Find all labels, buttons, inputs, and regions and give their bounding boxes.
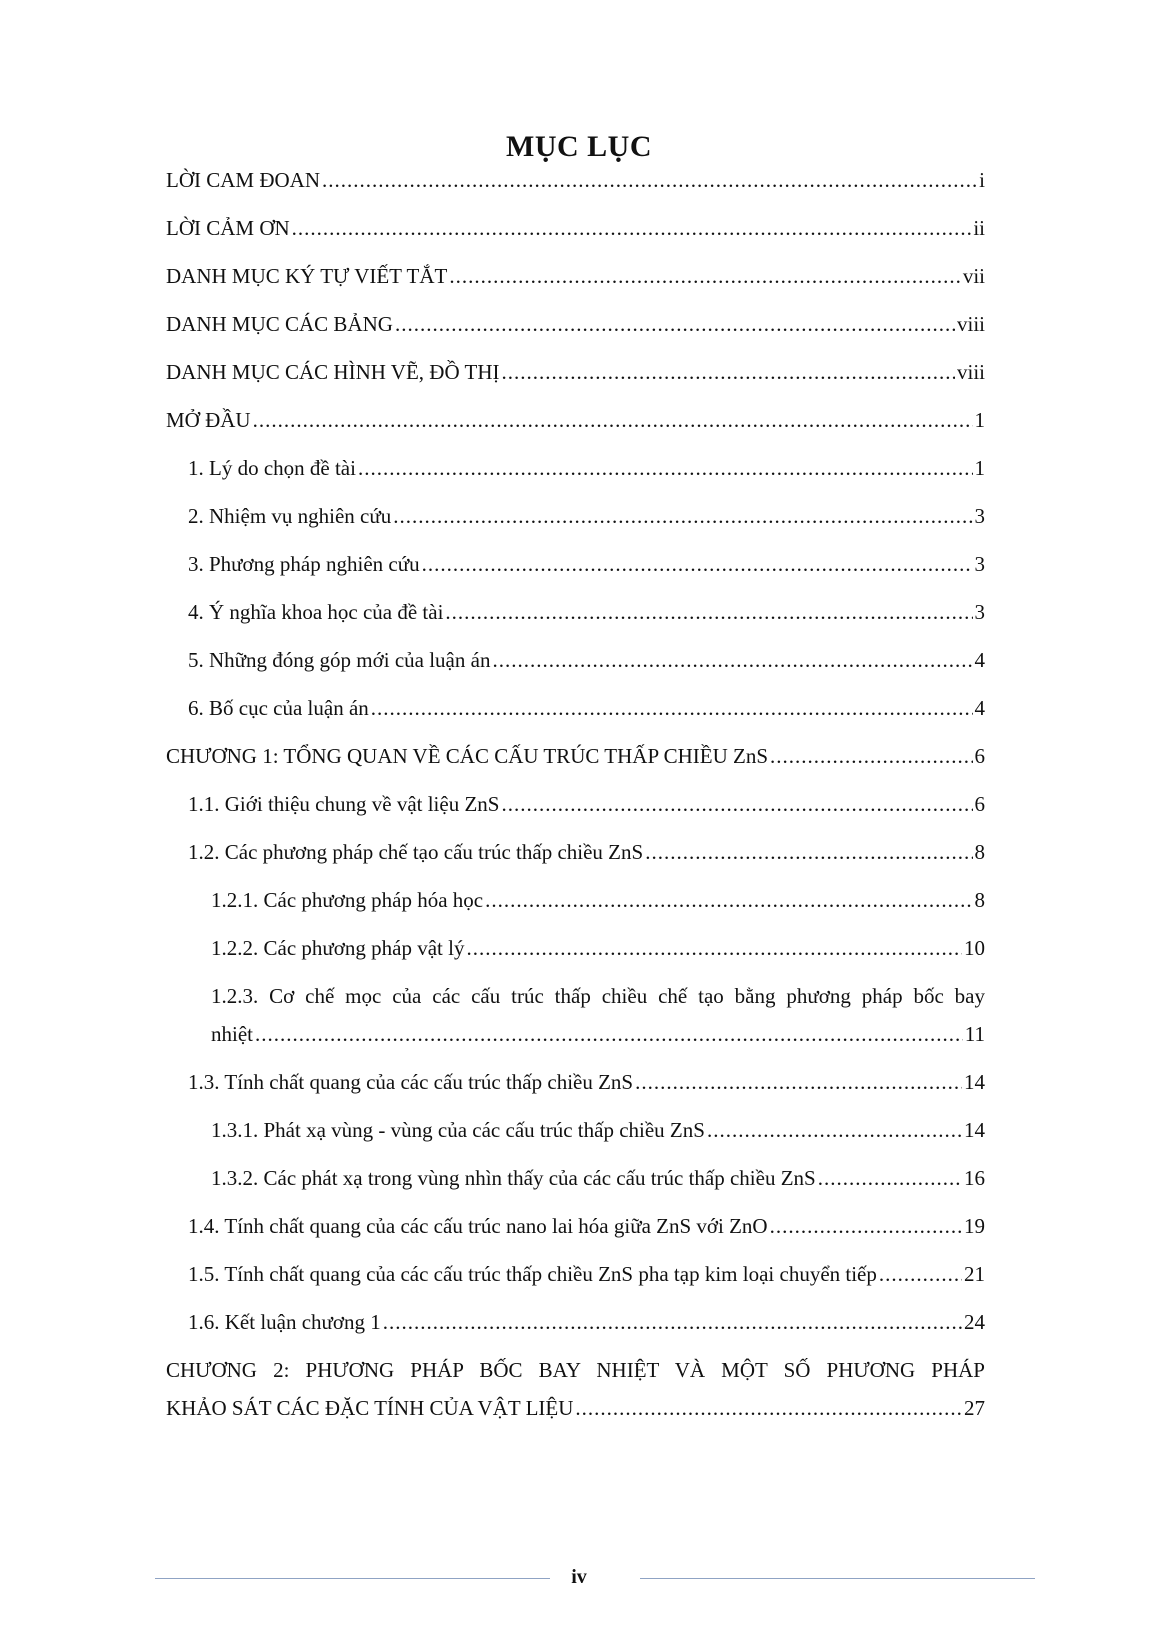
toc-entry-text: 1.2. Các phương pháp chế tạo cấu trúc thấp chiều ZnS [188,840,644,864]
toc-entry-1-3-2[interactable] [211,1166,985,1190]
dot-leader [635,1070,962,1094]
dot-leader [707,1118,962,1142]
dot-leader [645,840,972,864]
toc-entry-loi-cam-on[interactable] [166,216,985,240]
toc-entry-1-3[interactable] [188,1070,985,1094]
toc-entry-text: 6. Bố cục của luận án [188,696,369,720]
toc-page-number: viii [956,312,985,336]
toc-entry-text: 1.1. Giới thiệu chung về vật liệu ZnS [188,792,500,816]
toc-entry-1-2-1[interactable] [211,888,985,912]
toc-entry-1-3-1[interactable] [211,1118,985,1142]
toc-entry-text: CHƯƠNG 1: TỔNG QUAN VỀ CÁC CẤU TRÚC THẤP CHIỀU ZnS [166,744,769,768]
toc-entry-1-2-3-line1[interactable]: 1.2.3. Cơ chế mọc của các cấu trúc thấp chiều chế tạo bằng phương pháp bốc bay [211,984,985,1008]
dot-leader [395,312,955,336]
toc-entry-text: nhiệt [211,1022,253,1046]
toc-page-number: 1 [974,456,985,480]
toc-entry-1-2-3-line2[interactable] [211,1022,985,1046]
dot-leader [358,456,973,480]
toc-entry-text: 1.3.2. Các phát xạ trong vùng nhìn thấy của các cấu trúc thấp chiều ZnS [211,1166,816,1190]
toc-page-number: 14 [964,1070,985,1094]
toc-page-number: i [979,168,985,192]
dot-leader [393,504,972,528]
toc-page-number: 3 [974,552,985,576]
toc-entry-intro-4[interactable] [188,600,985,624]
dot-leader [492,648,972,672]
dot-leader [292,216,972,240]
dot-leader [255,1022,963,1046]
toc-page-number: 4 [974,696,985,720]
toc-page-number: ii [973,216,985,240]
dot-leader [818,1166,962,1190]
dot-leader [445,600,972,624]
toc-entry-1-5[interactable] [188,1262,985,1286]
toc-entry-text: 5. Những đóng góp mới của luận án [188,648,491,672]
toc-entry-text: 1.2.1. Các phương pháp hóa học [211,888,484,912]
toc-entry-text: 1.4. Tính chất quang của các cấu trúc nano lai hóa giữa ZnS với ZnO [188,1214,768,1238]
toc-entry-chapter-1[interactable] [166,744,985,768]
toc-page-number: 19 [964,1214,985,1238]
toc-entry-text: 2. Nhiệm vụ nghiên cứu [188,504,392,528]
toc-entry-text: DANH MỤC CÁC HÌNH VẼ, ĐỒ THỊ [166,360,500,384]
toc-page-number: 27 [964,1396,985,1420]
dot-leader [575,1396,962,1420]
toc-entry-list-of-figures[interactable] [166,360,985,384]
toc-entry-intro-5[interactable] [188,648,985,672]
dot-leader [466,936,962,960]
toc-entry-abbreviations[interactable] [166,264,985,288]
dot-leader [501,360,955,384]
toc-entry-text: KHẢO SÁT CÁC ĐẶC TÍNH CỦA VẬT LIỆU [166,1396,574,1420]
toc-entry-text: 1.2.2. Các phương pháp vật lý [211,936,465,960]
toc-entry-text: 1.5. Tính chất quang của các cấu trúc thấp chiều ZnS pha tạp kim loại chuyển tiếp [188,1262,877,1286]
toc-page-number: 8 [974,888,985,912]
toc-entry-text: 1. Lý do chọn đề tài [188,456,356,480]
toc-entry-1-1[interactable] [188,792,985,816]
toc-page-number: 4 [974,648,985,672]
dot-leader [501,792,972,816]
dot-leader [253,408,973,432]
toc-page-number: 14 [964,1118,985,1142]
toc-entry-chapter-2-line1[interactable]: CHƯƠNG 2: PHƯƠNG PHÁP BỐC BAY NHIỆT VÀ MỘT SỐ PHƯƠNG PHÁP [166,1358,985,1382]
dot-leader [879,1262,962,1286]
toc-entry-intro-6[interactable] [188,696,985,720]
toc-page-number: 10 [964,936,985,960]
footer-rule-right [640,1578,1035,1579]
toc-page-number: 8 [974,840,985,864]
toc-entry-text: DANH MỤC CÁC BẢNG [166,312,393,336]
toc-entry-text: LỜI CẢM ƠN [166,216,290,240]
toc-entry-text: 1.3. Tính chất quang của các cấu trúc thấp chiều ZnS [188,1070,634,1094]
toc-entry-chapter-2-line2[interactable] [166,1396,985,1420]
toc-entry-list-of-tables[interactable] [166,312,985,336]
toc-entry-1-2[interactable] [188,840,985,864]
dot-leader [485,888,972,912]
toc-page-number: 16 [964,1166,985,1190]
toc-entry-1-2-2[interactable] [211,936,985,960]
dot-leader [422,552,973,576]
toc-page-number: 1 [974,408,985,432]
dot-leader [383,1310,962,1334]
toc-page-number: 24 [964,1310,985,1334]
dot-leader [371,696,973,720]
dot-leader [449,264,961,288]
toc-entry-1-6[interactable] [188,1310,985,1334]
toc-entry-intro-1[interactable] [188,456,985,480]
toc-page-number: 3 [974,600,985,624]
toc-page-number: 6 [974,744,985,768]
dot-leader [770,744,972,768]
toc-entry-text: DANH MỤC KÝ TỰ VIẾT TẮT [166,264,448,288]
toc-entry-intro-3[interactable] [188,552,985,576]
toc-page-number: vii [962,264,985,288]
page-title: MỤC LỤC [506,130,652,163]
toc-page-number: 3 [974,504,985,528]
dot-leader [322,168,977,192]
toc-entry-text: LỜI CAM ĐOAN [166,168,320,192]
toc-entry-text: 1.3.1. Phát xạ vùng - vùng của các cấu trúc thấp chiều ZnS [211,1118,705,1142]
toc-page-number: 6 [974,792,985,816]
toc-page-number: viii [956,360,985,384]
toc-entry-1-4[interactable] [188,1214,985,1238]
footer-page-number: iv [571,1566,587,1588]
toc-entry-text: 3. Phương pháp nghiên cứu [188,552,420,576]
toc-entry-text: 4. Ý nghĩa khoa học của đề tài [188,600,444,624]
toc-entry-loi-cam-doan[interactable] [166,168,985,192]
toc-entry-introduction[interactable] [166,408,985,432]
toc-entry-text: 1.6. Kết luận chương 1 [188,1310,381,1334]
toc-entry-intro-2[interactable] [188,504,985,528]
toc-page-number: 11 [964,1022,985,1046]
dot-leader [770,1214,962,1238]
toc-entry-text: MỞ ĐẦU [166,408,251,432]
toc-page-number: 21 [964,1262,985,1286]
